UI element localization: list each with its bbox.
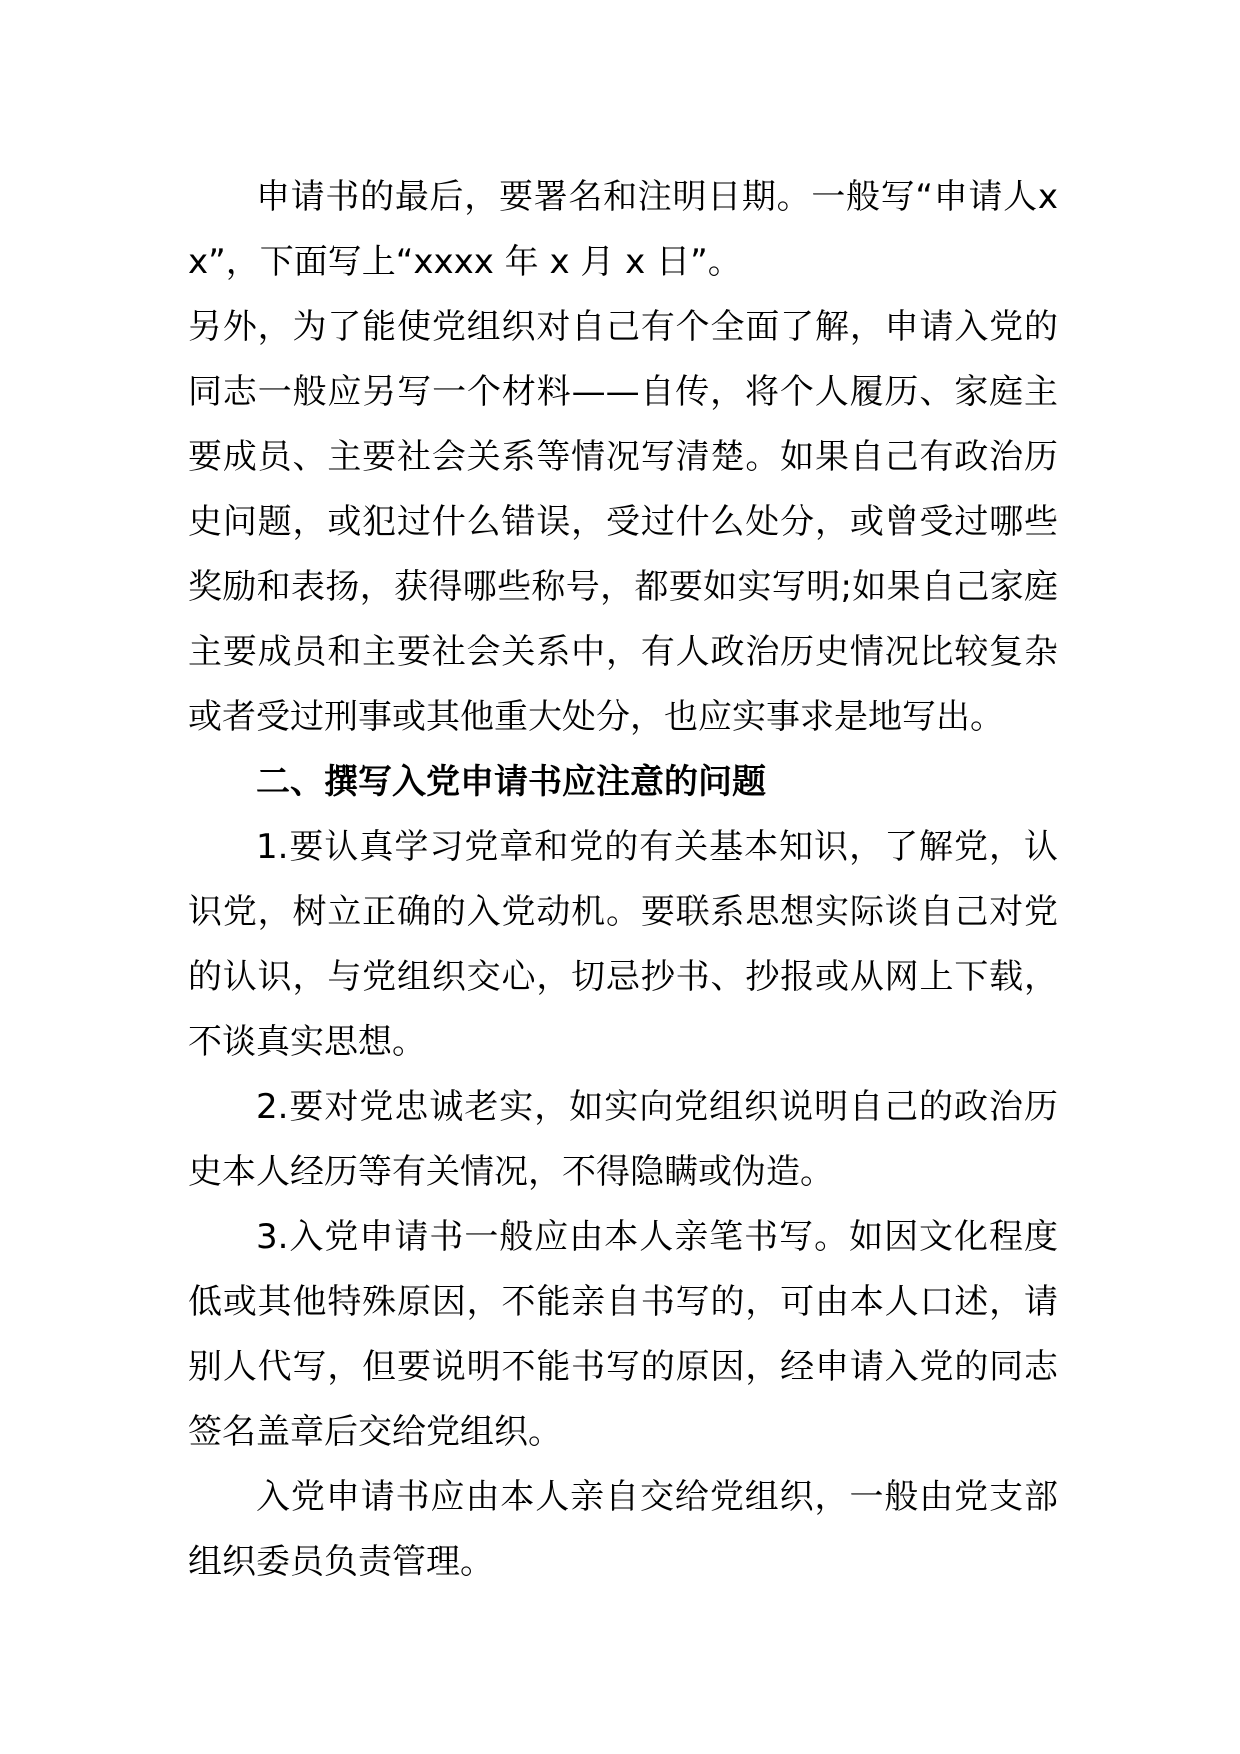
- document-page: [188, 165, 1058, 1595]
- list-item-3: 3.入党申请书一般应由本人亲笔书写。如因文化程度低或其他特殊原因，不能亲自书写的，可由本人口述，请别人代写，但要说明不能书写的原因，经申请入党的同志签名盖章后交给党组织。: [188, 1217, 1058, 1452]
- section-heading: 二、撰写入党申请书应注意的问题: [256, 762, 766, 802]
- paragraph-signature-date: 申请书的最后，要署名和注明日期。一般写“申请人xx”，下面写上“xxxx 年 x 月 x 日”。: [188, 177, 1058, 282]
- paragraph-submission: 入党申请书应由本人亲自交给党组织，一般由党支部组织委员负责管理。: [188, 1477, 1058, 1582]
- list-item-2: 2.要对党忠诚老实，如实向党组织说明自己的政治历史本人经历等有关情况，不得隐瞒或伪造。: [188, 1087, 1058, 1192]
- list-item-1: 1.要认真学习党章和党的有关基本知识，了解党，认识党，树立正确的入党动机。要联系思想实际谈自己对党的认识，与党组织交心，切忌抄书、抄报或从网上下载，不谈真实思想。: [188, 827, 1058, 1062]
- paragraph-autobiography: 另外，为了能使党组织对自己有个全面了解，申请入党的同志一般应另写一个材料——自传，将个人履历、家庭主要成员、主要社会关系等情况写清楚。如果自己有政治历史问题，或犯过什么错误，受过什么处分，或曾受过哪些奖励和表扬，获得哪些称号，都要如实写明;如果自己家庭主要成员和主要社会关系中，有人政治历史情况比较复杂或者受过刑事或其他重大处分，也应实事求是地写出。: [188, 307, 1059, 737]
